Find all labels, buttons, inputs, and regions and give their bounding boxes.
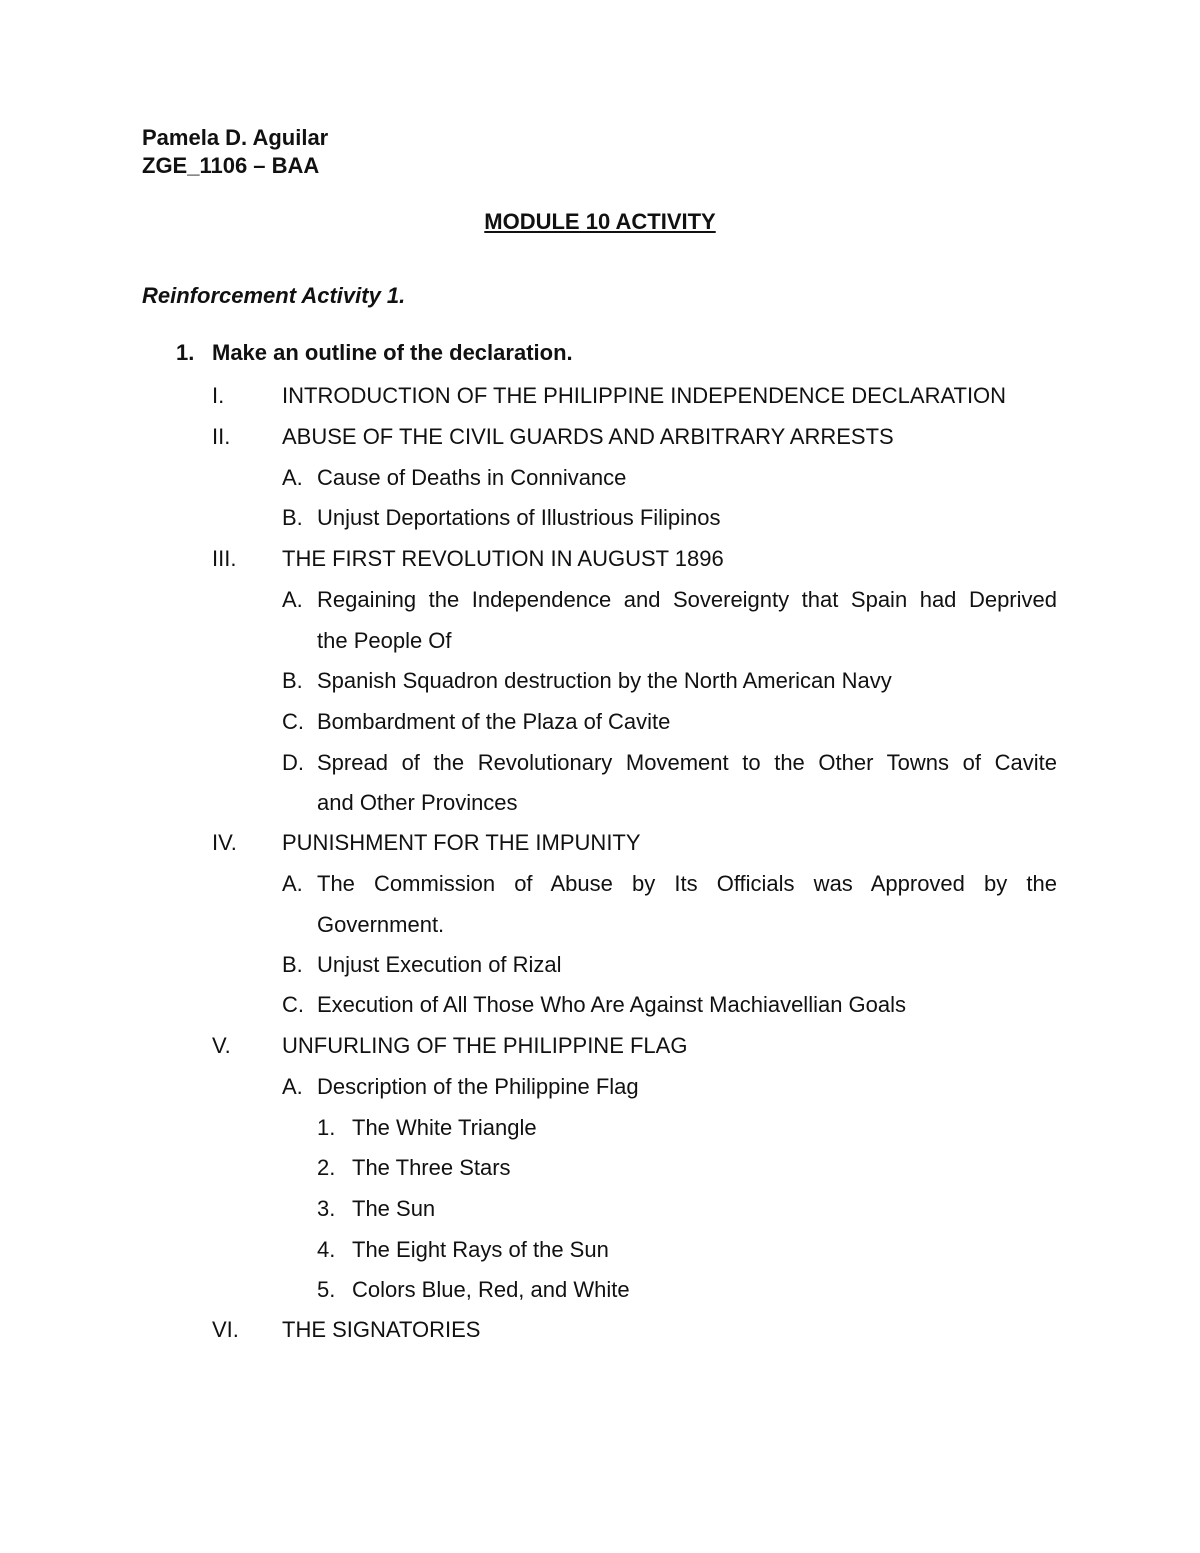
outline-list-item: Colors Blue, Red, and White — [352, 1277, 630, 1302]
roman-numeral: II. — [212, 424, 231, 449]
outline-list-item: The Eight Rays of the Sun — [352, 1237, 609, 1262]
outline-subitem: Unjust Deportations of Illustrious Filipinos — [317, 505, 721, 530]
number-marker: 4. — [317, 1237, 336, 1262]
outline-section-title: ABUSE OF THE CIVIL GUARDS AND ARBITRARY ARRESTS — [282, 424, 894, 449]
roman-numeral: IV. — [212, 830, 237, 855]
outline-subitem: Spread of the Revolutionary Movement to the Other Towns of Cavite — [317, 750, 1057, 775]
outline-subitem: Execution of All Those Who Are Against Machiavellian Goals — [317, 992, 907, 1017]
outline-subitem: The Commission of Abuse by Its Officials was Approved by the — [317, 871, 1057, 896]
letter-marker: B. — [282, 668, 303, 693]
roman-numeral: VI. — [212, 1317, 239, 1342]
letter-marker: C. — [282, 709, 304, 734]
course-code: ZGE_1106 – BAA — [142, 153, 320, 178]
outline-subitem: Regaining the Independence and Sovereignty that Spain had Deprived — [317, 587, 1057, 612]
roman-numeral: V. — [212, 1033, 231, 1058]
outline-subitem-continuation: the People Of — [317, 628, 452, 653]
letter-marker: D. — [282, 750, 304, 775]
outline-section-title: THE SIGNATORIES — [282, 1317, 481, 1342]
letter-marker: B. — [282, 505, 303, 530]
page-title: MODULE 10 ACTIVITY — [484, 209, 716, 234]
outline-section-title: UNFURLING OF THE PHILIPPINE FLAG — [282, 1033, 688, 1058]
roman-numeral: III. — [212, 546, 237, 571]
outline-section-title: INTRODUCTION OF THE PHILIPPINE INDEPENDENCE DECLARATION — [282, 383, 1007, 408]
question-number: 1. — [176, 340, 195, 365]
number-marker: 1. — [317, 1115, 336, 1140]
outline-subitem: Cause of Deaths in Connivance — [317, 465, 627, 490]
number-marker: 2. — [317, 1155, 336, 1180]
number-marker: 5. — [317, 1277, 336, 1302]
outline-subitem: Unjust Execution of Rizal — [317, 952, 562, 977]
number-marker: 3. — [317, 1196, 336, 1221]
outline-subitem-continuation: and Other Provinces — [317, 790, 518, 815]
outline-list-item: The White Triangle — [352, 1115, 537, 1140]
letter-marker: A. — [282, 465, 303, 490]
outline-subitem: Bombardment of the Plaza of Cavite — [317, 709, 671, 734]
author-name: Pamela D. Aguilar — [142, 125, 329, 150]
activity-heading: Reinforcement Activity 1. — [142, 283, 406, 308]
outline-section-title: THE FIRST REVOLUTION IN AUGUST 1896 — [282, 546, 724, 571]
outline-list-item: The Three Stars — [352, 1155, 511, 1180]
letter-marker: C. — [282, 992, 304, 1017]
letter-marker: A. — [282, 871, 303, 896]
outline-subitem-continuation: Government. — [317, 912, 445, 937]
letter-marker: B. — [282, 952, 303, 977]
roman-numeral: I. — [212, 383, 225, 408]
question-text: Make an outline of the declaration. — [212, 340, 573, 365]
outline-section-title: PUNISHMENT FOR THE IMPUNITY — [282, 830, 641, 855]
letter-marker: A. — [282, 1074, 303, 1099]
outline-subitem: Spanish Squadron destruction by the North American Navy — [317, 668, 892, 693]
outline-subitem: Description of the Philippine Flag — [317, 1074, 639, 1099]
outline-list-item: The Sun — [352, 1196, 436, 1221]
letter-marker: A. — [282, 587, 303, 612]
